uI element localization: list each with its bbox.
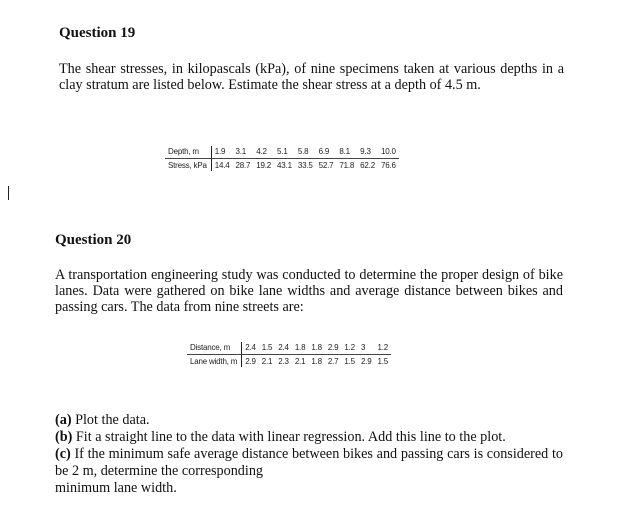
part-c-continuation: minimum lane width. xyxy=(55,480,177,496)
question-19-body: The shear stresses, in kilopascals (kPa), of nine specimens taken at various depths in a clay stratum are listed below. Estimate the shear stress at a depth of 4.5 m. xyxy=(59,61,564,93)
distance-value: 1.5 xyxy=(259,342,276,355)
stress-value: 76.6 xyxy=(380,161,396,170)
stress-row-label: Stress, kPa xyxy=(165,159,211,172)
depth-row xyxy=(165,146,399,159)
lane-width-value: 1.5 xyxy=(377,357,388,366)
depth-value: 3.1 xyxy=(232,146,253,159)
part-a-marker: (a) xyxy=(55,412,72,428)
part-b-marker: (b) xyxy=(55,429,73,445)
stress-value: 71.8 xyxy=(339,161,355,170)
distance-value: 1.8 xyxy=(308,342,325,355)
depth-value: 1.9 xyxy=(211,146,232,159)
question-19-title: Question 19 xyxy=(59,25,136,41)
stress-value: 52.7 xyxy=(318,161,334,170)
part-c-marker: (c) xyxy=(55,446,71,462)
part-a xyxy=(55,412,563,429)
stress-value: 19.2 xyxy=(256,161,272,170)
distance-value: 1.2 xyxy=(341,342,358,355)
part-b xyxy=(55,429,563,446)
depth-value: 9.3 xyxy=(357,146,378,159)
distance-value: 2.4 xyxy=(275,342,292,355)
lane-width-row-label: Lane width, m xyxy=(187,355,242,368)
lane-width-row xyxy=(187,355,391,368)
distance-value: 3 xyxy=(358,342,375,355)
lane-width-value: 1.8 xyxy=(311,357,322,366)
part-a-text: Plot the data. xyxy=(71,412,150,428)
question-20-title: Question 20 xyxy=(55,232,132,248)
part-c-text: If the minimum safe average distance between bikes and passing cars is considered to be 2 m, determine the corresponding xyxy=(55,446,563,479)
lane-width-value: 1.5 xyxy=(344,357,355,366)
part-b-text: Fit a straight line to the data with linear regression. Add this line to the plot. xyxy=(72,429,506,445)
lane-width-value: 2.3 xyxy=(278,357,289,366)
question-20-data-table xyxy=(187,342,391,367)
distance-value: 1.2 xyxy=(374,342,391,355)
depth-value: 5.1 xyxy=(274,146,295,159)
part-c xyxy=(55,446,563,479)
depth-value: 8.1 xyxy=(336,146,357,159)
distance-value: 2.4 xyxy=(242,342,259,355)
stress-value: 28.7 xyxy=(235,161,251,170)
distance-value: 2.9 xyxy=(325,342,342,355)
text-cursor xyxy=(8,186,9,200)
lane-width-value: 2.9 xyxy=(245,357,256,366)
distance-row-label: Distance, m xyxy=(187,342,242,355)
stress-value: 33.5 xyxy=(297,161,313,170)
question-20-body: A transportation engineering study was conducted to determine the proper design of bike lanes. Data were gathered on bike lane widths and average distance between bikes and passing cars. The data from nine streets are: xyxy=(55,267,563,315)
stress-value: 14.4 xyxy=(214,161,230,170)
question-19-data-table xyxy=(165,146,399,171)
depth-value: 6.9 xyxy=(316,146,337,159)
lane-width-value: 2.1 xyxy=(261,357,273,366)
depth-value: 4.2 xyxy=(253,146,274,159)
depth-value: 5.8 xyxy=(295,146,316,159)
stress-value: 43.1 xyxy=(277,161,292,170)
depth-row-label: Depth, m xyxy=(165,146,211,159)
lane-width-value: 2.1 xyxy=(294,357,306,366)
depth-value: 10.0 xyxy=(378,146,399,159)
distance-value: 1.8 xyxy=(292,342,309,355)
lane-width-value: 2.7 xyxy=(327,357,339,366)
distance-row xyxy=(187,342,391,355)
stress-row xyxy=(165,159,399,172)
lane-width-value: 2.9 xyxy=(360,357,372,366)
stress-value: 62.2 xyxy=(360,161,375,170)
